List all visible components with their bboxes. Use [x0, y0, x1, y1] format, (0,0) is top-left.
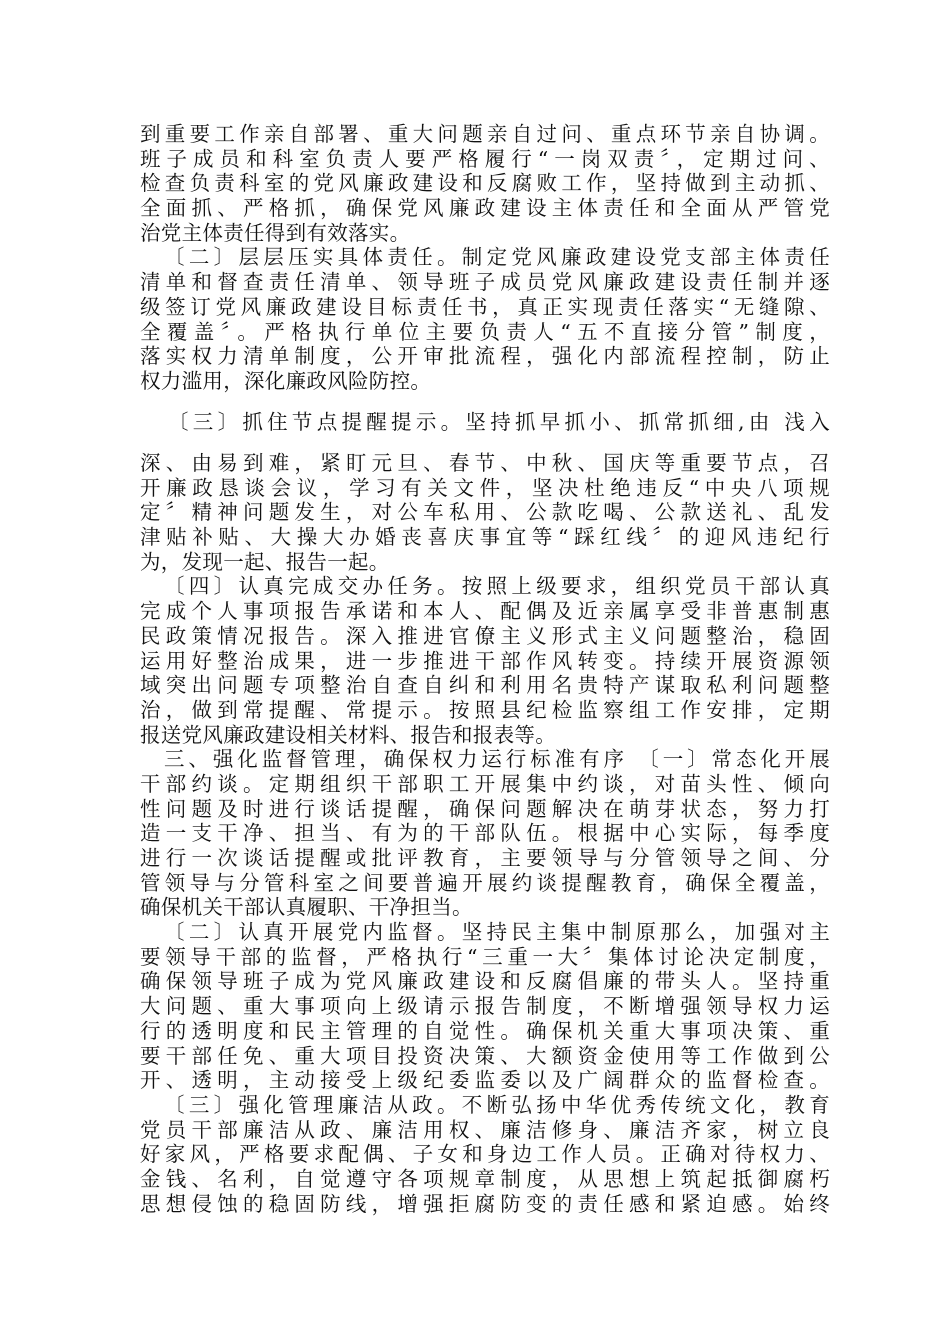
text-line: 确保领导班子成为党风廉政建设和反腐倡廉的带头人。坚持重 — [140, 969, 830, 994]
text-line: 全面抓、严格抓，确保党风廉政建设主体责任和全面从严管党 — [140, 196, 830, 221]
text-line: 管领导与分管科室之间要普遍开展约谈提醒教育，确保全覆盖， — [140, 870, 830, 895]
text-line: 党员干部廉洁从政、廉洁用权、廉洁修身、廉洁齐家，树立良 — [140, 1117, 830, 1142]
text-line: 开、透明，主动接受上级纪委监委以及广阔群众的监督检查。 — [140, 1068, 830, 1093]
text-line: 好家风，严格要求配偶、子女和身边工作人员。正确对待权力、 — [140, 1142, 830, 1167]
text-line: 大问题、重大事项向上级请示报告制度，不断增强领导权力运 — [140, 994, 830, 1019]
text-line: 班子成员和科室负责人要严格履行“一岗双责〞，定期过问、 — [140, 146, 830, 171]
text-line: 金钱、名利，自觉遵守各项规章制度，从思想上筑起抵御腐朽 — [140, 1166, 830, 1191]
text-line: 造一支干净、担当、有为的干部队伍。根据中心实际，每季度 — [140, 821, 830, 846]
text-line: 三、强化监督管理，确保权力运行标准有序 〔一〕常态化开展 — [164, 747, 830, 772]
text-line: 干部约谈。定期组织干部职工开展集中约谈，对苗头性、倾向 — [140, 771, 830, 796]
text-line: 思想侵蚀的稳固防线，增强拒腐防变的责任感和紧迫感。始终 — [140, 1191, 830, 1216]
text-line: 津贴补贴、大操大办婚丧喜庆事宜等“踩红线〞的迎风违纪行 — [140, 525, 830, 550]
paragraph-block-2 — [140, 410, 830, 435]
text-line: 权力滥用，深化廉政风险防控。 — [140, 368, 432, 393]
text-line: 全覆盖〞。严格执行单位主要负责人“五不直接分管”制度， — [140, 319, 830, 344]
paragraph-block-1 — [140, 122, 830, 394]
text-line: 民政策情况报告。深入推进官僚主义形式主义问题整治，稳固 — [140, 623, 830, 648]
text-line: 性问题及时进行谈话提醒，确保问题解决在萌芽状态，努力打 — [140, 796, 830, 821]
text-line: 运用好整治成果，进一步推进干部作风转变。持续开展资源领 — [140, 648, 830, 673]
text-line: 为，发现一起、报告一起。 — [140, 549, 390, 574]
text-line: 到重要工作亲自部署、重大问题亲自过问、重点环节亲自协调。 — [140, 122, 830, 146]
text-line: 确保机关干部认真履职、干净担当。 — [140, 895, 473, 920]
text-line: 检查负责科室的党风廉政建设和反腐败工作，坚持做到主动抓、 — [140, 171, 830, 196]
text-line: 落实权力清单制度，公开审批流程，强化内部流程控制，防止 — [140, 344, 830, 369]
text-line: 级签订党风廉政建设目标责任书，真正实现责任落实“无缝隙、 — [140, 294, 830, 319]
text-line: 清单和督查责任清单、领导班子成员党风廉政建设责任制并逐 — [140, 270, 830, 295]
text-line: 报送党风廉政建设相关材料、报告和报表等。 — [140, 722, 556, 747]
paragraph-block-3 — [140, 451, 830, 1216]
text-line: 要干部任免、重大项目投资决策、大额资金使用等工作做到公 — [140, 1043, 830, 1068]
text-line: 域突出问题专项整治自查自纠和利用名贵特产谋取私利问题整 — [140, 673, 830, 698]
text-line: 要领导干部的监督，严格执行“三重一大〞集体讨论决定制度， — [140, 944, 830, 969]
text-line: 治，做到常提醒、常提示。按照县纪检监察组工作安排，定期 — [140, 697, 830, 722]
text-line: 〔二〕认真开展党内监督。坚持民主集中制原那么，加强对主 — [164, 920, 830, 945]
text-line: 治党主体责任得到有效落实。 — [140, 220, 411, 245]
text-line: 〔二〕层层压实具体责任。制定党风廉政建设党支部主体责任 — [164, 245, 830, 270]
text-line: 〔四〕认真完成交办任务。按照上级要求，组织党员干部认真 — [164, 574, 830, 599]
text-line: 开廉政恳谈会议，学习有关文件，坚决杜绝违反“中央八项规 — [140, 475, 830, 500]
text-line: 〔三〕强化管理廉洁从政。不断弘扬中华优秀传统文化，教育 — [164, 1092, 830, 1117]
text-line: 行的透明度和民主管理的自觉性。确保机关重大事项决策、重 — [140, 1018, 830, 1043]
text-line: 〔三〕抓住节点提醒提示。坚持抓早抓小、抓常抓细,由 浅入 — [168, 410, 830, 434]
text-line: 深、由易到难，紧盯元旦、春节、中秋、国庆等重要节点，召 — [140, 451, 830, 475]
text-line: 定〞精神问题发生，对公车私用、公款吃喝、公款送礼、乱发 — [140, 500, 830, 525]
text-line: 完成个人事项报告承诺和本人、配偶及近亲属享受非普惠制惠 — [140, 599, 830, 624]
text-line: 进行一次谈话提醒或批评教育，主要领导与分管领导之间、分 — [140, 846, 830, 870]
